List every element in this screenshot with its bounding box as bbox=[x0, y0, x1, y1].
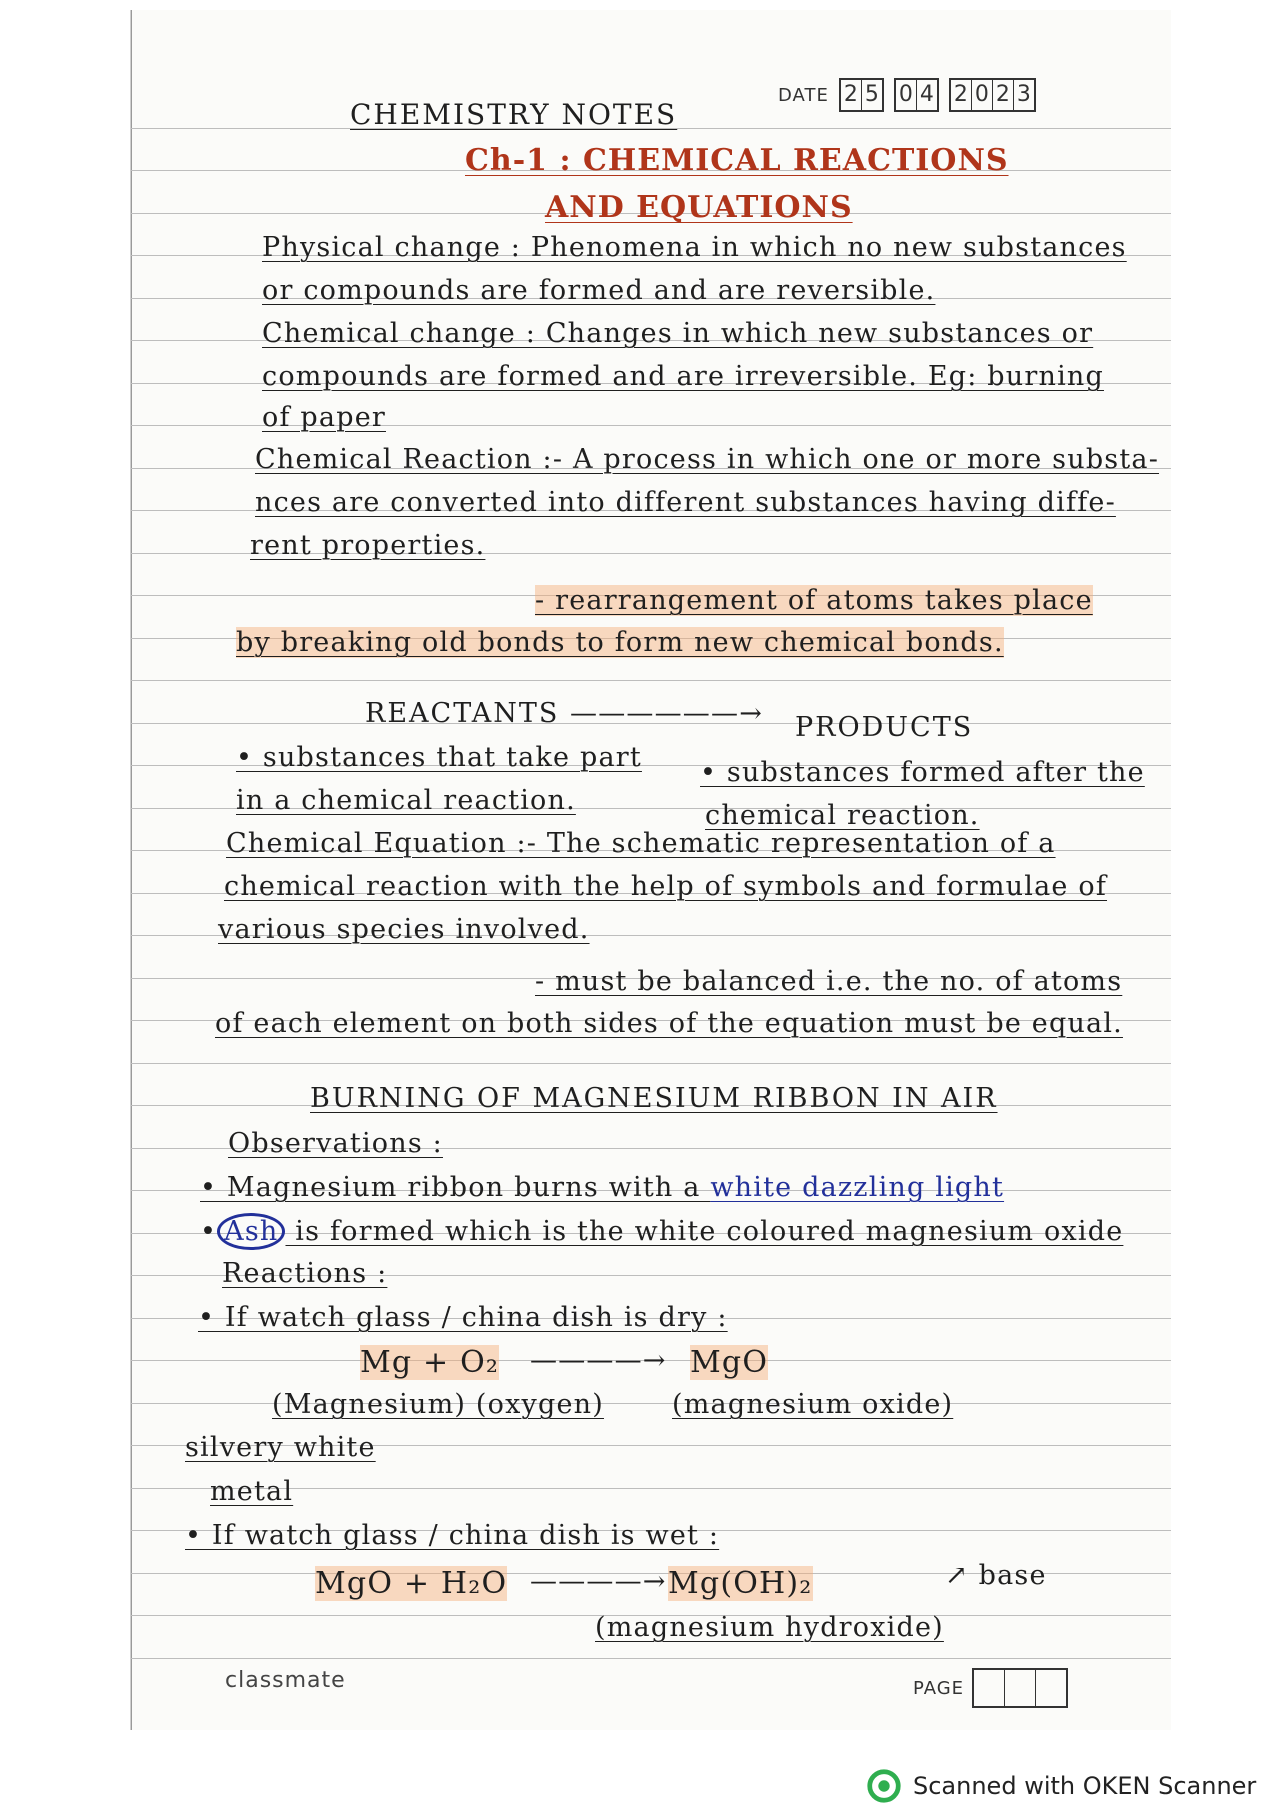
note-line: chemical reaction with the help of symbols and formulae of bbox=[224, 871, 1108, 902]
arrow: ——————→ bbox=[570, 698, 764, 729]
highlighted-text: - rearrangement of atoms takes place bbox=[535, 585, 1093, 616]
rule-line bbox=[131, 1063, 1171, 1064]
date-field bbox=[778, 78, 1036, 112]
equation-2-label: (magnesium hydroxide) bbox=[595, 1612, 944, 1643]
observation-1 bbox=[200, 1172, 1004, 1203]
equation-2-left bbox=[315, 1566, 507, 1601]
note-line: Chemical Equation :- The schematic representation of a bbox=[226, 828, 1056, 859]
date-digit: 5 bbox=[864, 82, 879, 107]
date-year-boxes bbox=[949, 78, 1036, 112]
reactants-heading: REACTANTS bbox=[365, 698, 560, 729]
note-line: - must be balanced i.e. the no. of atoms bbox=[535, 966, 1123, 997]
chapter-title: Ch-1 : CHEMICAL REACTIONS bbox=[465, 143, 1009, 178]
equation-2-arrow: ————→ bbox=[530, 1566, 667, 1597]
notebook-page bbox=[130, 10, 1171, 1730]
date-month-boxes bbox=[894, 78, 939, 112]
scanner-text: Scanned with OKEN Scanner bbox=[913, 1772, 1257, 1800]
date-digit: 0 bbox=[896, 80, 917, 110]
date-digit: 2 bbox=[951, 80, 972, 110]
date-label: DATE bbox=[778, 84, 829, 106]
base-note: ↗ base bbox=[945, 1560, 1047, 1591]
reactants-def-2: in a chemical reaction. bbox=[236, 785, 576, 816]
date-digit: 4 bbox=[919, 82, 934, 107]
date-day-boxes bbox=[839, 78, 884, 112]
reactions-label: Reactions : bbox=[222, 1258, 388, 1289]
condition-wet: • If watch glass / china dish is wet : bbox=[185, 1520, 720, 1551]
section-heading: BURNING OF MAGNESIUM RIBBON IN AIR bbox=[310, 1083, 998, 1114]
observation-highlight: white dazzling light bbox=[710, 1172, 1005, 1203]
date-digit: 0 bbox=[972, 80, 993, 110]
page-box bbox=[1005, 1670, 1036, 1706]
page-box bbox=[1036, 1670, 1066, 1706]
equation-1-label-left: (Magnesium) (oxygen) bbox=[272, 1389, 604, 1420]
highlighted-text: Mg + O₂ bbox=[360, 1345, 500, 1380]
note-metal: metal bbox=[210, 1476, 294, 1507]
page-title: CHEMISTRY NOTES bbox=[350, 98, 678, 131]
note-line: Chemical Reaction :- A process in which one or more substa- bbox=[255, 444, 1160, 475]
highlighted-text: MgO bbox=[690, 1345, 769, 1380]
chapter-title-line2: AND EQUATIONS bbox=[545, 190, 853, 225]
highlighted-text: MgO + H₂O bbox=[315, 1566, 508, 1601]
page-label: PAGE bbox=[913, 1678, 965, 1699]
date-digit: 2 bbox=[993, 80, 1014, 110]
observations-label: Observations : bbox=[228, 1128, 443, 1159]
rule-line bbox=[131, 680, 1171, 681]
notebook-brand: classmate bbox=[225, 1668, 346, 1693]
equation-1-right bbox=[690, 1345, 768, 1380]
note-line: Chemical change : Changes in which new substances or bbox=[262, 318, 1094, 349]
equation-1-arrow: ————→ bbox=[530, 1345, 667, 1376]
reactants-def: • substances that take part bbox=[236, 742, 642, 773]
products-def: • substances formed after the bbox=[700, 757, 1145, 788]
note-line: of paper bbox=[262, 402, 386, 433]
observation-text: is formed which is the white coloured magnesium oxide bbox=[285, 1216, 1124, 1247]
observation-2 bbox=[200, 1216, 1123, 1247]
date-digit: 3 bbox=[1016, 82, 1031, 107]
note-line bbox=[236, 627, 1004, 658]
equation-1-label-right: (magnesium oxide) bbox=[672, 1389, 954, 1420]
highlighted-text: by breaking old bonds to form new chemical bonds. bbox=[236, 627, 1004, 658]
margin-line bbox=[131, 10, 132, 1730]
highlighted-text: Mg(OH)₂ bbox=[668, 1566, 813, 1601]
note-line: rent properties. bbox=[250, 530, 486, 561]
note-silvery-white: silvery white bbox=[185, 1432, 376, 1463]
date-digit: 2 bbox=[841, 80, 862, 110]
products-heading: PRODUCTS bbox=[795, 712, 974, 743]
page-number-boxes bbox=[972, 1668, 1068, 1708]
bullet: • bbox=[200, 1216, 218, 1247]
observation-text: • Magnesium ribbon burns with a bbox=[200, 1172, 711, 1203]
note-line: Physical change : Phenomena in which no new substances bbox=[262, 232, 1127, 263]
scanner-watermark bbox=[865, 1767, 1256, 1805]
scanner-logo-icon bbox=[865, 1767, 903, 1805]
ash-circled: Ash bbox=[217, 1213, 285, 1250]
note-line: nces are converted into different substances having diffe- bbox=[255, 487, 1116, 518]
page-box bbox=[974, 1670, 1005, 1706]
equation-1-left bbox=[360, 1345, 499, 1380]
equation-2-right bbox=[668, 1566, 813, 1601]
note-line: compounds are formed and are irreversible. Eg: burning bbox=[262, 361, 1104, 392]
note-line: or compounds are formed and are reversible. bbox=[262, 275, 936, 306]
note-line bbox=[535, 585, 1093, 616]
note-line: various species involved. bbox=[218, 914, 590, 945]
rule-line bbox=[131, 1658, 1171, 1659]
condition-dry: • If watch glass / china dish is dry : bbox=[198, 1302, 728, 1333]
products-def-2: chemical reaction. bbox=[705, 800, 980, 831]
note-line: of each element on both sides of the equation must be equal. bbox=[215, 1008, 1123, 1039]
